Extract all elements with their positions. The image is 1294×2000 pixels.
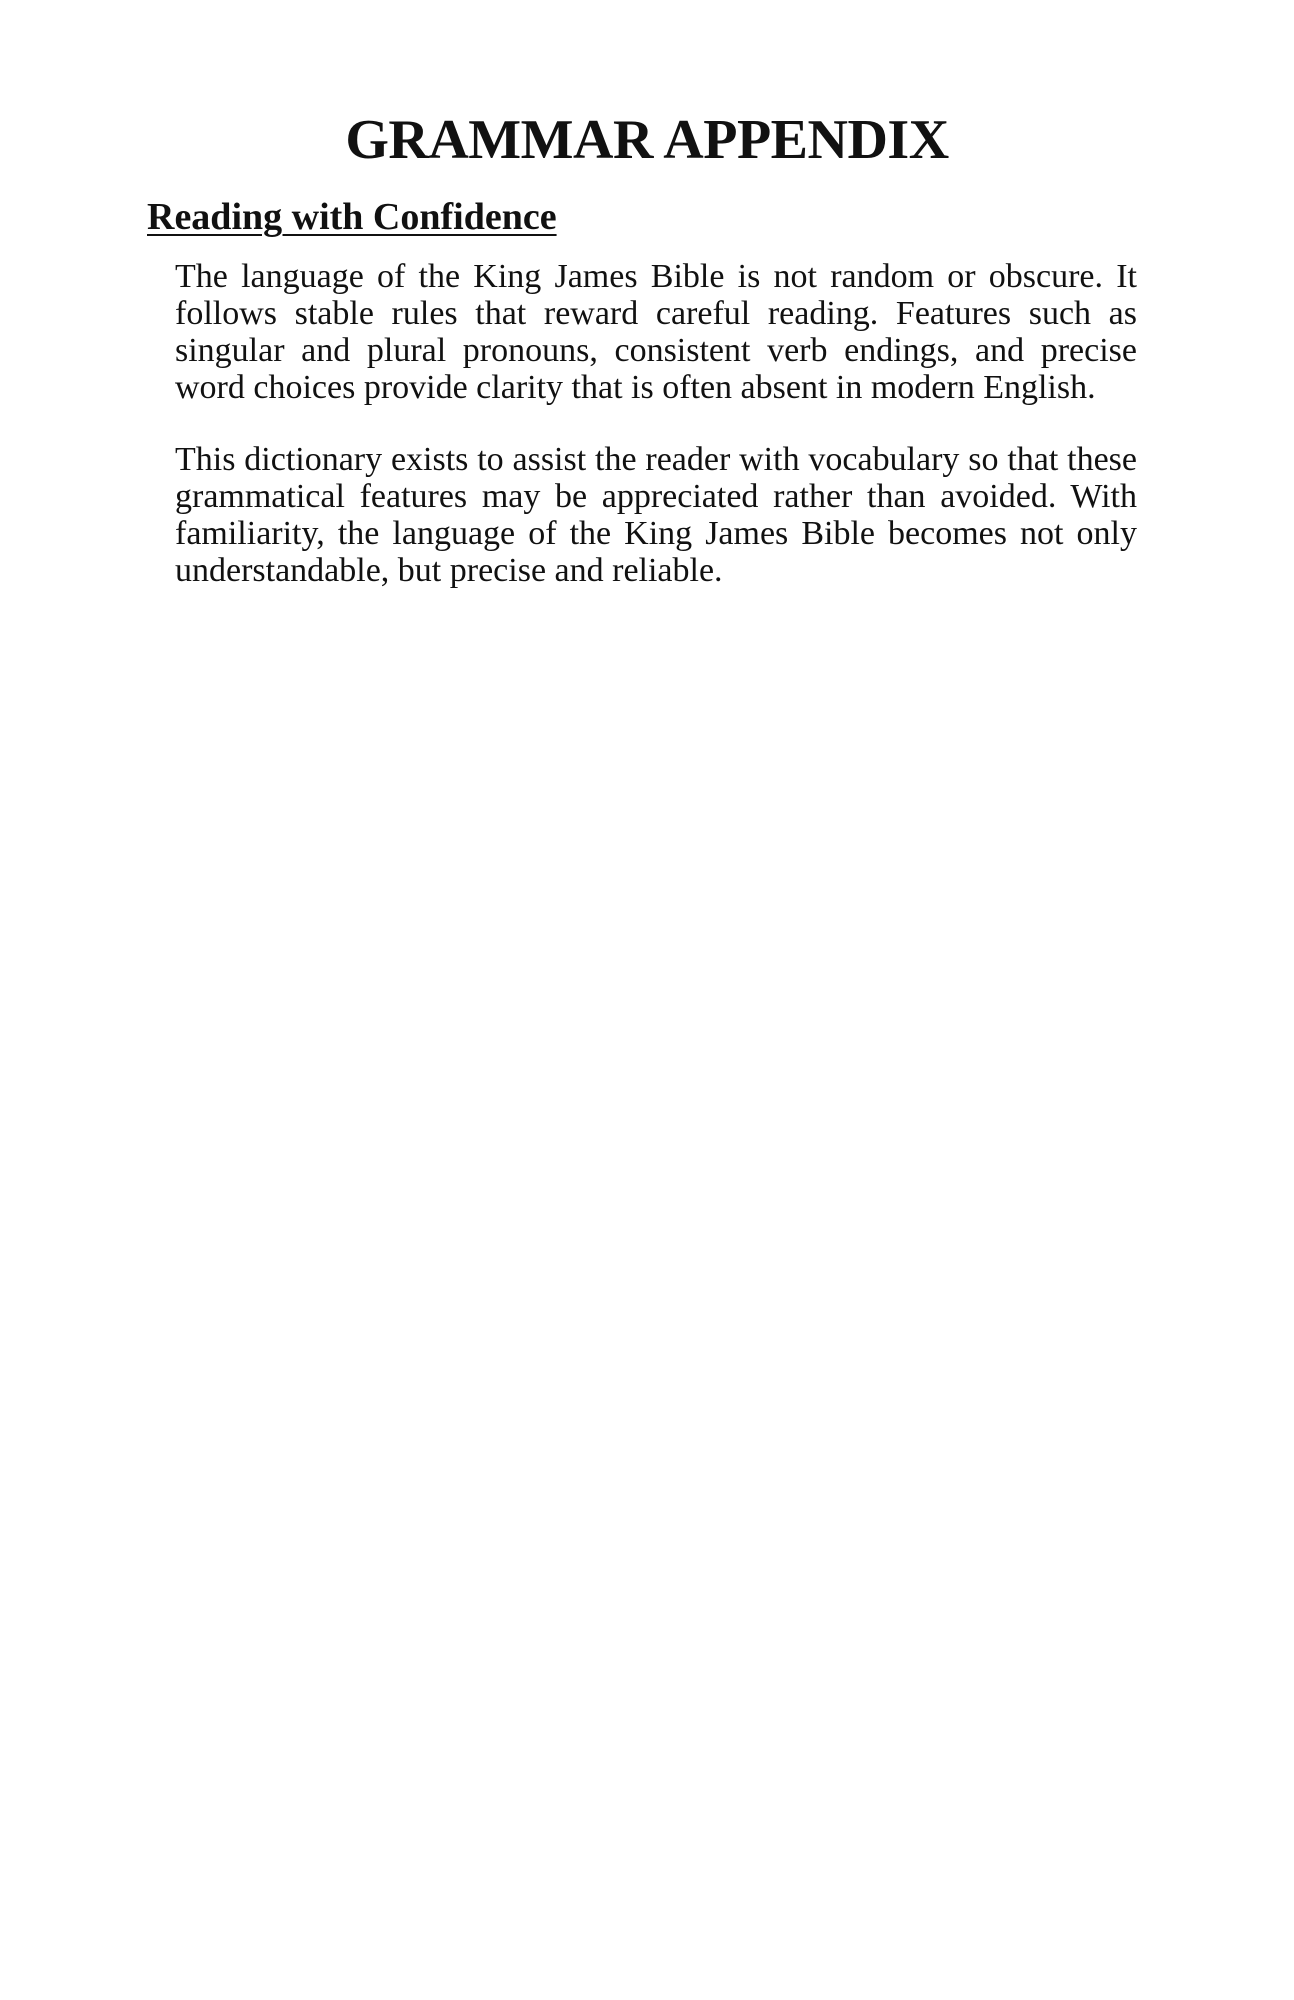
section-heading: Reading with Confidence xyxy=(147,196,557,238)
body-paragraph-2: This dictionary exists to assist the reader with vocabulary so that these grammatical features may be appreciated rather than avoided. With familiarity, the language of the King James Bible becomes not only understandable, but precise and reliable. xyxy=(175,441,1137,589)
page-title: GRAMMAR APPENDIX xyxy=(345,109,949,171)
body-paragraph-1: The language of the King James Bible is not random or obscure. It follows stable rules that reward careful reading. Features such as singular and plural pronouns, consistent verb endings, and precise word choices provide clarity that is often absent in modern English. xyxy=(175,258,1137,406)
